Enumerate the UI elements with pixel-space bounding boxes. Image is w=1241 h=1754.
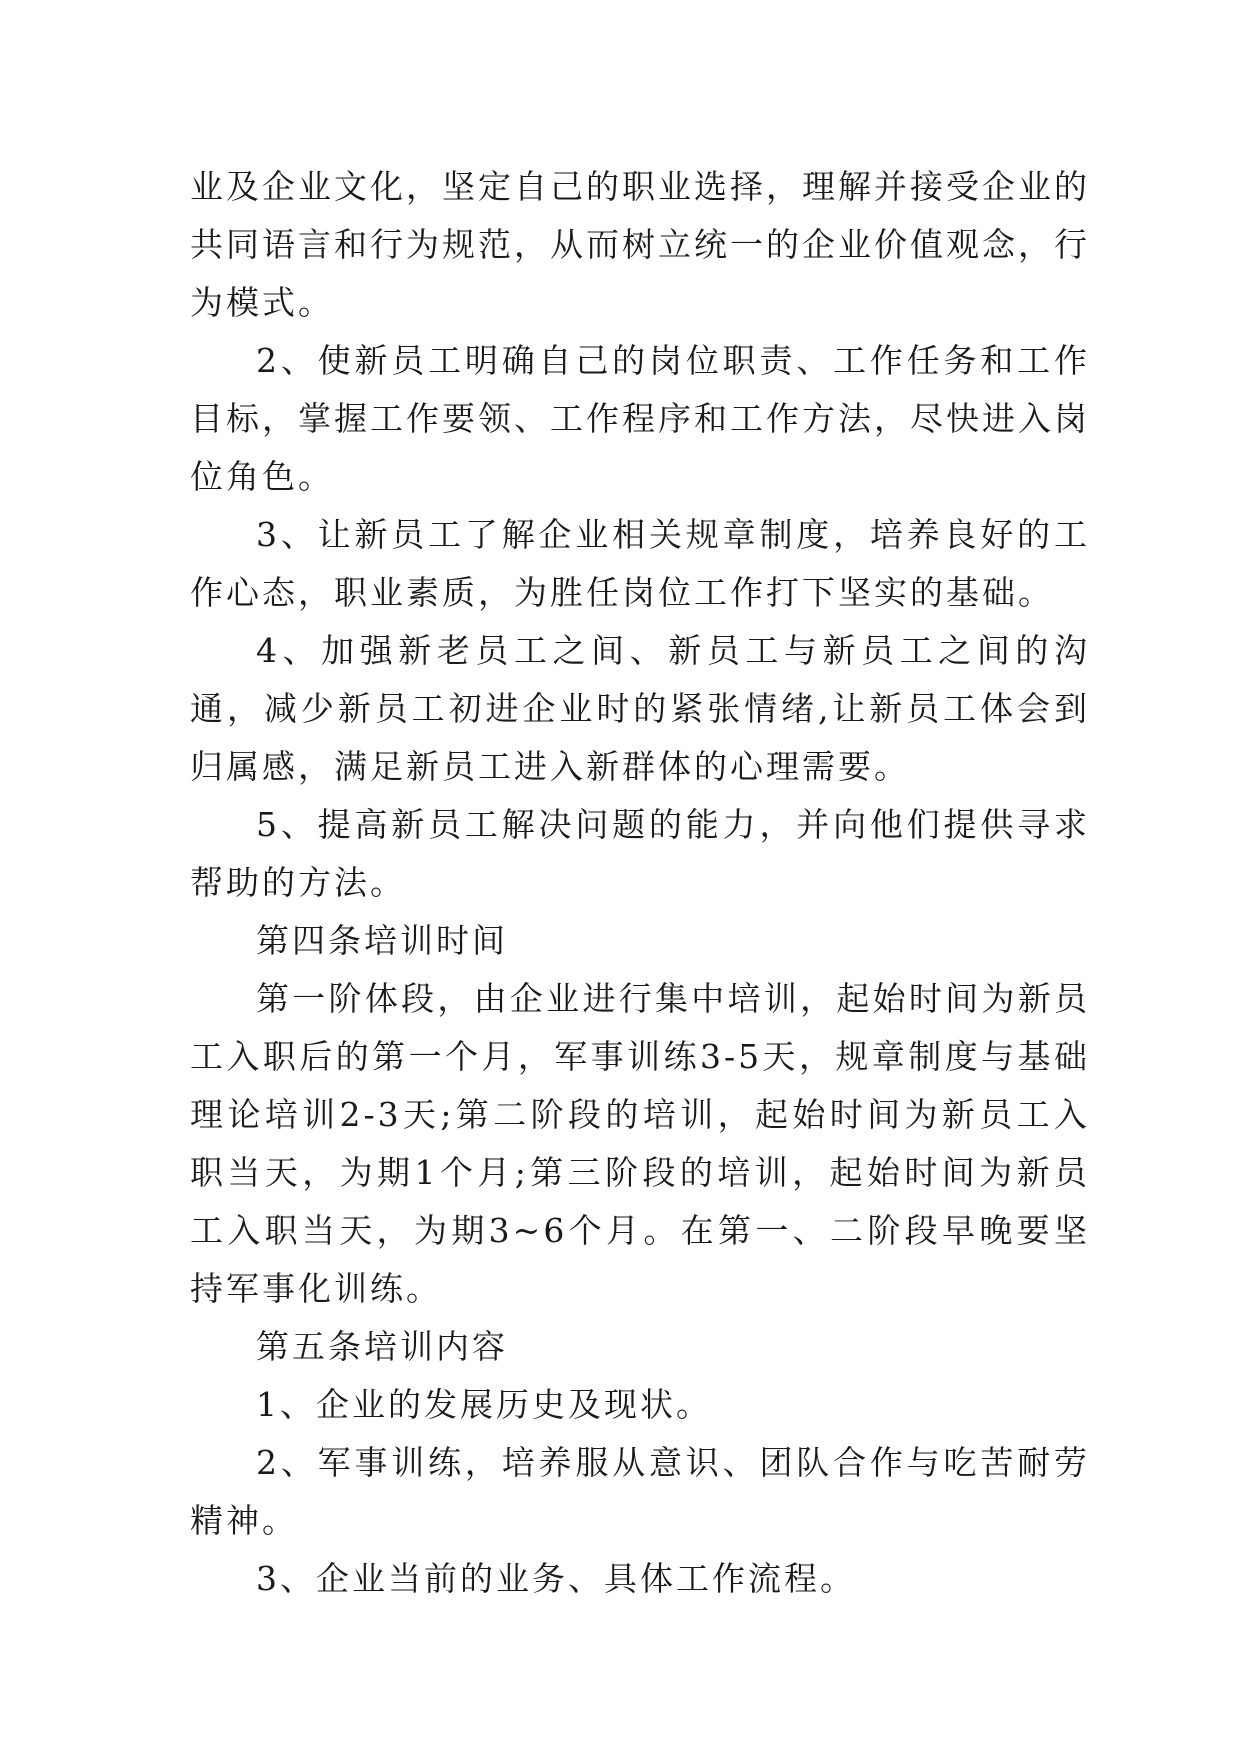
paragraph-goal-2: 2、使新员工明确自己的岗位职责、工作任务和工作目标，掌握工作要领、工作程序和工作方法，尽快进入岗位角色。 <box>190 341 1090 496</box>
paragraph-content-3: 3、企业当前的业务、具体工作流程。 <box>256 1559 856 1598</box>
paragraph-training-time: 第一阶体段，由企业进行集中培训，起始时间为新员工入职后的第一个月，军事训练3-5天，规章制度与基础理论培训2-3天;第二阶段的培训，起始时间为新员工入职当天，为期1个月;第三阶段的培训，起始时间为新员工入职当天，为期3~6个月。在第一、二阶段早晚要坚持军事化训练。 <box>190 979 1090 1308</box>
paragraph-goal-3: 3、让新员工了解企业相关规章制度，培养良好的工作心态，职业素质，为胜任岗位工作打下坚实的基础。 <box>190 515 1090 612</box>
paragraph-content-1: 1、企业的发展历史及现状。 <box>256 1385 712 1424</box>
paragraph-goal-5: 5、提高新员工解决问题的能力，并向他们提供寻求帮助的方法。 <box>190 805 1090 902</box>
paragraph-culture-continuation: 业及企业文化，坚定自己的职业选择，理解并接受企业的共同语言和行为规范，从而树立统一的企业价值观念，行为模式。 <box>190 167 1090 322</box>
paragraph-goal-4: 4、加强新老员工之间、新员工与新员工之间的沟通，减少新员工初进企业时的紧张情绪,让新员工体会到归属感，满足新员工进入新群体的心理需要。 <box>190 631 1090 786</box>
document-body <box>190 158 1090 1608</box>
section-heading-training-content: 第五条培训内容 <box>256 1327 508 1366</box>
section-heading-training-time: 第四条培训时间 <box>256 921 508 960</box>
paragraph-content-2: 2、军事训练，培养服从意识、团队合作与吃苦耐劳精神。 <box>190 1443 1090 1540</box>
